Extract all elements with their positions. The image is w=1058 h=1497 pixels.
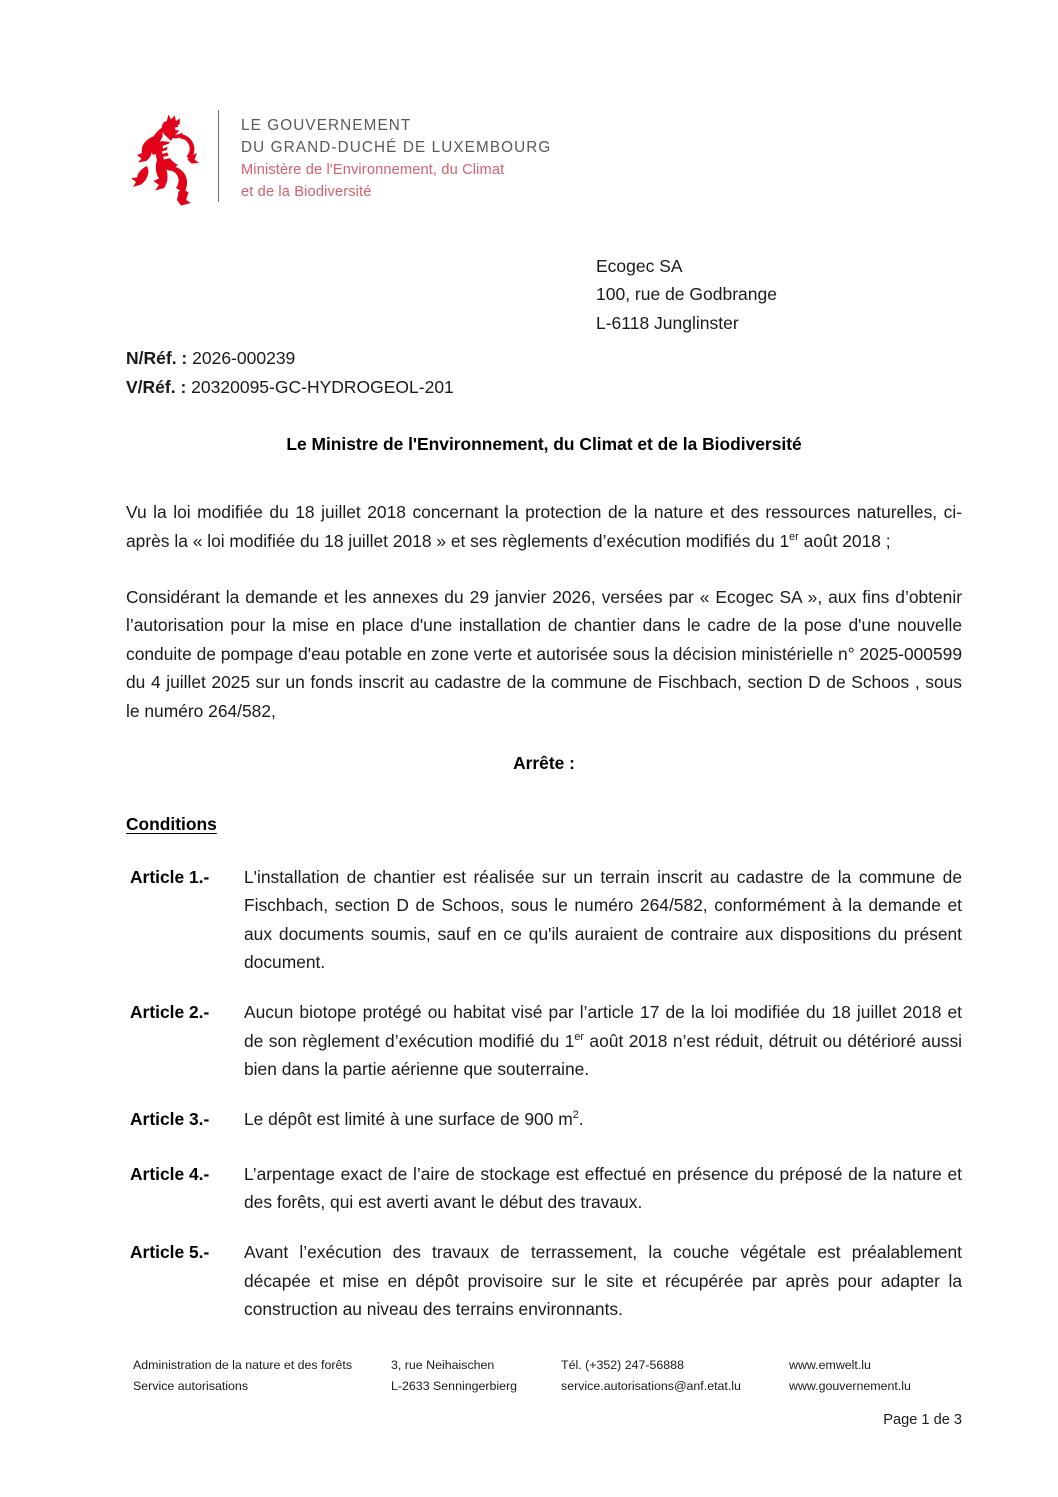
paragraph-vu-superscript: er	[789, 530, 799, 543]
paragraph-vu-part-2: août 2018 ;	[798, 530, 891, 551]
article-text: L'installation de chantier est réalisée sur un terrain inscrit au cadastre de la commune de Fischbach, section D de Schoos, sous le numéro 264/582, conformément à la demande et aux documents soumis, sauf en ce qu'ils auraient de contraire aux dispositions du présent document.	[244, 866, 962, 972]
article-label: Article 3.-	[130, 1109, 210, 1130]
your-reference-value: 20320095-GC-HYDROGEOL-201	[191, 376, 454, 397]
letterhead	[128, 108, 551, 212]
our-reference-value: 2026-000239	[192, 348, 296, 368]
page-number: Page 1 de 3	[883, 1412, 962, 1428]
footer-address-line-1: 3, rue Neihaischen	[391, 1358, 495, 1372]
our-reference-label: N/Réf. :	[126, 348, 188, 368]
article-item	[126, 1105, 962, 1133]
article-label: Article 5.-	[130, 1242, 210, 1263]
your-reference-row	[126, 373, 454, 402]
footer-website-gouvernement[interactable]: www.gouvernement.lu	[789, 1379, 911, 1394]
article-text	[244, 998, 962, 1083]
article-label: Article 2.-	[130, 1002, 210, 1023]
page-title: Le Ministre de l'Environnement, du Climat et de la Biodiversité	[286, 434, 802, 454]
footer-website-emwelt[interactable]: www.emwelt.lu	[789, 1358, 871, 1372]
footer-address-line-2: L-2633 Senningerbierg	[391, 1379, 518, 1394]
conditions-heading: Conditions	[126, 813, 217, 834]
article-text-part-2: .	[578, 1109, 584, 1130]
article-item	[126, 863, 962, 976]
letterhead-text	[241, 108, 551, 204]
reference-block	[126, 344, 454, 401]
article-text	[244, 1105, 962, 1133]
article-text-part-2: août 2018 n’est réduit, détruit ou détérioré aussi bien dans la partie aérienne que souterraine.	[244, 1030, 963, 1080]
footer-email[interactable]: service.autorisations@anf.etat.lu	[561, 1379, 741, 1394]
article-item	[126, 1238, 962, 1323]
ministry-line-2: et de la Biodiversité	[241, 183, 372, 200]
ministry-line-1: Ministère de l'Environnement, du Climat	[241, 161, 505, 178]
paragraph-vu	[126, 498, 962, 555]
addressee-city: L-6118 Junglinster	[596, 312, 739, 333]
footer-department-line-1: Administration de la nature et des forêts	[133, 1358, 353, 1372]
article-text-superscript: 2	[572, 1109, 579, 1122]
luxembourg-lion-rampant-icon	[128, 108, 200, 212]
article-text-part-1: Le dépôt est limité à une surface de 900 m	[244, 1109, 573, 1130]
footer-department-line-2: Service autorisations	[133, 1379, 249, 1394]
footer-phone: Tél. (+352) 247-56888	[561, 1358, 684, 1372]
article-text-part-1: Aucun biotope protégé ou habitat visé par l’article 17 de la loi modifiée du 18 juillet 2018 et de son règlement d’exécution modifié du 1	[244, 1002, 962, 1051]
article-item	[126, 1160, 962, 1217]
your-reference-label: V/Réf. :	[126, 376, 187, 397]
addressee-street: 100, rue de Godbrange	[596, 284, 777, 305]
footer-column-department	[133, 1355, 391, 1398]
addressee-name: Ecogec SA	[596, 256, 683, 276]
addressee-block	[596, 252, 777, 337]
arrete-heading: Arrête :	[513, 752, 575, 773]
footer-column-address	[391, 1355, 561, 1398]
article-text-superscript: er	[574, 1030, 584, 1043]
article-item	[126, 998, 962, 1083]
paragraph-vu-part-1: Vu la loi modifiée du 18 juillet 2018 concernant la protection de la nature et des ressources naturelles, ci-après la « loi modifiée du 18 juillet 2018 » et ses règlements d’exécution modifiés du 1	[126, 502, 962, 551]
page-footer	[133, 1355, 963, 1398]
our-reference-row	[126, 344, 454, 373]
article-text: Avant l’exécution des travaux de terrassement, la couche végétale est préalablement décapée et mise en dépôt provisoire sur le site et récupérée par après pour adapter la construction au niveau des terrains environnants.	[244, 1242, 962, 1320]
paragraph-considerant: Considérant la demande et les annexes du 29 janvier 2026, versées par « Ecogec SA », aux fins d’obtenir l’autorisation pour la mise en place d'une installation de chantier dans le cadre de la pose d'une nouvelle conduite de pompage d'eau potable en zone verte et autorisée sous la décision ministérielle n° 2025-000599 du 4 juillet 2025 sur un fonds inscrit au cadastre de la commune de Fischbach, section D de Schoos , sous le numéro 264/582,	[126, 587, 962, 721]
footer-column-websites	[789, 1355, 911, 1398]
government-line-2: DU GRAND-DUCHÉ DE LUXEMBOURG	[241, 139, 552, 157]
logo-divider	[218, 110, 219, 202]
article-text: L’arpentage exact de l’aire de stockage est effectué en présence du préposé de la nature et des forêts, qui est averti avant le début des travaux.	[244, 1163, 962, 1213]
footer-column-contact	[561, 1355, 789, 1398]
article-label: Article 1.-	[130, 866, 210, 887]
document-body	[126, 432, 962, 1346]
government-line-1: LE GOUVERNEMENT	[241, 117, 412, 134]
article-label: Article 4.-	[130, 1163, 210, 1184]
